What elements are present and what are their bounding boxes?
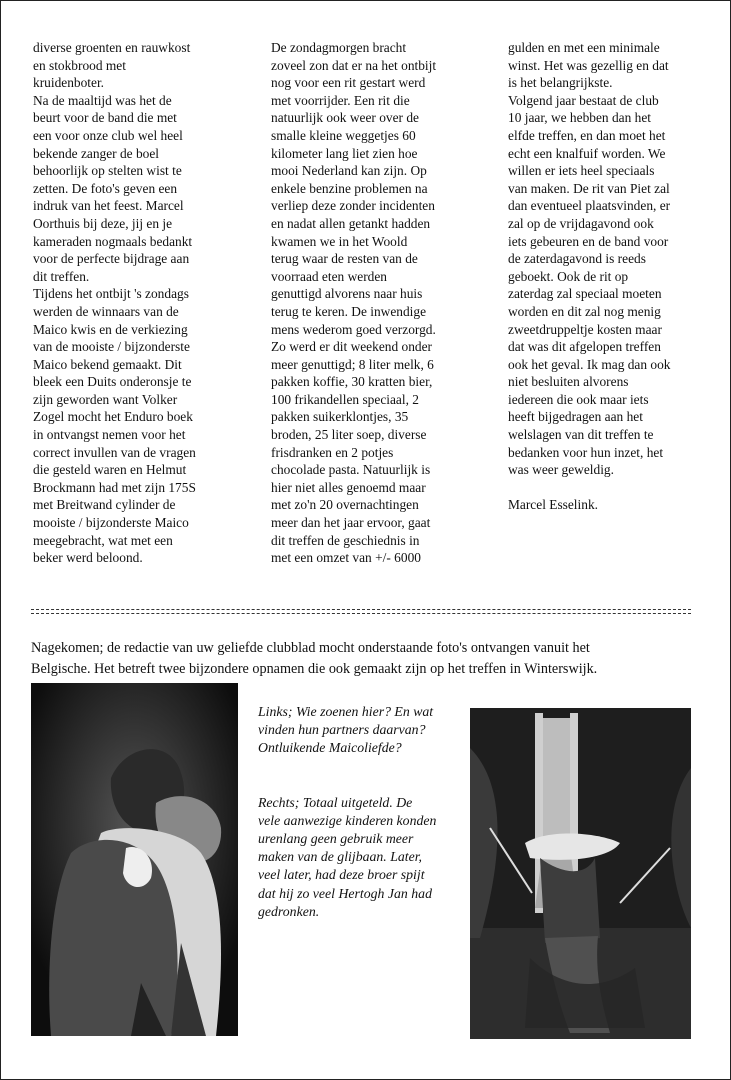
text-line: heeft bijgedragen aan het [508,409,643,425]
text-line: dit treffen. [33,268,90,284]
text-line: kilometer lang liet zien hoe [271,145,418,161]
caption-line: veel later, had deze broer spijt [258,867,425,883]
article-column-1 [33,39,233,567]
text-line: mooi Nederland kan zijn. Op [271,163,427,179]
text-line: voor de perfecte bijdrage aan [33,251,190,267]
text-line: natuurlijk ook weer over de [271,110,419,126]
text-line: terug te keren. De inwendige [271,303,427,319]
text-line: correct invullen van de vragen [33,444,196,460]
text-line: verliep deze zonder incidenten [271,198,435,214]
text-line: voorraad eten werden [271,268,387,284]
text-line: van maken. De rit van Piet zal [508,180,670,196]
text-line: nog voor een rit gestart werd [271,75,426,91]
text-line: diverse groenten en rauwkost [33,40,191,55]
text-line: Zogel mocht het Enduro boek [33,409,193,425]
caption-line: maken van de glijbaan. Later, [258,849,423,865]
text-line: zetten. De foto's geven een [33,180,178,196]
caption-line: Ontluikende Maicoliefde? [258,740,402,756]
intro-line: Belgische. Het betreft twee bijzondere opnamen die ook gemaakt zijn op het treffen in Winterswijk. [31,661,598,677]
text-line: elfde treffen, en dan moet het [508,127,666,143]
text-line: 10 jaar, we hebben dan het [508,110,651,126]
text-line: iedereen die ook maar iets [508,391,649,407]
text-line: bleek een Duits onderonsje te [33,374,192,390]
text-line: kruidenboter. [33,75,105,91]
text-line: de zaterdagavond is reeds [508,251,646,267]
text-line: kameraden nogmaals bedankt [33,233,193,249]
caption-line: gedronken. [258,903,320,919]
text-line: met Breitwand cylinder de [33,497,176,513]
text-line: pakken koffie, 30 kratten bier, [271,374,433,390]
text-line: Volgend jaar bestaat de club [508,92,659,108]
text-line: terug waar de resten van de [271,251,418,267]
dashed-divider [31,613,691,614]
text-line: meer genuttigd; 8 liter melk, 6 [271,356,434,372]
text-line: smalle kleine weggetjes 60 [271,127,416,143]
text-line: zijn geworden want Volker [33,391,178,407]
text-line: De zondagmorgen bracht [271,40,407,55]
text-line: welslagen van dit treffen te [508,427,654,443]
text-line: Maico bekend gemaakt. Dit [33,356,182,372]
text-line: pakken suikerklontjes, 35 [271,409,409,425]
text-line: en stokbrood met [33,57,126,73]
text-line: zal op de vrijdagavond ook [508,215,654,231]
addendum-intro [31,638,597,680]
text-line: gulden en met een minimale [508,40,660,55]
text-line: zweetdruppeltje kosten maar [508,321,662,337]
text-line: en nadat allen getankt hadden [271,215,431,231]
text-line: Zo werd er dit weekend onder [271,339,432,355]
text-line: die gesteld waren en Helmut [33,462,187,478]
text-line: geboekt. Ook de rit op [508,268,629,284]
photo-captions [258,703,436,921]
text-line: 100 frikandellen speciaal, 2 [271,391,419,407]
text-line: kwamen we in het Woold [271,233,408,249]
text-line: meegebracht, wat met een [33,532,173,548]
caption-line: Rechts; Totaal uitgeteld. De [258,794,413,810]
text-line: dit treffen de geschiednis in [271,532,420,548]
dashed-divider [31,609,691,610]
text-line: met zo'n 20 overnachtingen [271,497,419,513]
article-column-2 [271,39,471,567]
text-line: echt een knalfuif worden. We [508,145,666,161]
text-line: niet besluiten alvorens [508,374,629,390]
text-line: worden en dit zal nog menig [508,303,661,319]
text-line: zoveel zon dat er na het ontbijt [271,57,437,73]
article-column-3 [508,39,708,514]
text-line: ook het geval. Ik mag dan ook [508,356,671,372]
text-line: bekende zanger de boel [33,145,160,161]
text-line: enkele benzine problemen na [271,180,428,196]
intro-line: Nagekomen; de redactie van uw geliefde clubblad mocht onderstaande foto's ontvangen vanuit het [31,640,590,656]
caption-line: urenlang geen gebruik meer [258,831,414,847]
text-line: chocolade pasta. Natuurlijk is [271,462,431,478]
text-line: dat was dit afgelopen treffen [508,339,661,355]
text-line: in ontvangst nemen voor het [33,427,186,443]
text-line: winst. Het was gezellig en dat [508,57,669,73]
text-line: werden de winnaars van de [33,303,179,319]
text-line: was weer geweldig. [508,462,614,478]
text-line: beurt voor de band die met [33,110,177,126]
caption-line: dat hij zo veel Hertogh Jan had [258,885,432,901]
text-line: met voorrijder. Een rit die [271,92,410,108]
text-line: frisdranken en 2 potjes [271,444,394,460]
text-line: dan eventueel plaatsvinden, er [508,198,671,214]
text-line: behoorlijk op stelten wist te [33,163,182,179]
text-line: een voor onze club wel heel [33,127,183,143]
text-line: Tijdens het ontbijt 's zondags [33,286,189,302]
text-line: Brockmann had met zijn 175S [33,479,196,495]
text-line: meer dan het jaar ervoor, gaat [271,515,431,531]
text-line: met een omzet van +/- 6000 [271,550,421,566]
text-line: hier niet alles genoemd maar [271,479,426,495]
text-line: zaterdag zal speciaal moeten [508,286,662,302]
text-line: Maico kwis en de verkiezing [33,321,188,337]
text-line: mens wederom goed verzorgd. [271,321,436,337]
text-line: iets gebeuren en de band voor [508,233,669,249]
text-line: mooiste / bijzonderste Maico [33,515,189,531]
caption-line: vinden hun partners daarvan? [258,722,426,738]
text-line: Oorthuis bij deze, jij en je [33,215,173,231]
text-line: beker werd beloond. [33,550,143,566]
text-line: indruk van het feest. Marcel [33,198,184,214]
caption-line: vele aanwezige kinderen konden [258,812,437,828]
text-line: Na de maaltijd was het de [33,92,172,108]
photo-man-on-slide [470,708,691,1039]
text-line: is het belangrijkste. [508,75,613,91]
text-line: genuttigd alvorens naar huis [271,286,423,302]
caption-line: Links; Wie zoenen hier? En wat [258,704,434,719]
text-line: bedanken voor hun inzet, het [508,444,664,460]
author-signature: Marcel Esselink. [508,497,598,513]
text-line: broden, 25 liter soep, diverse [271,427,427,443]
photo-couple-kissing [31,683,238,1036]
text-line: willen er iets heel speciaals [508,163,655,179]
text-line: van de mooiste / bijzonderste [33,339,190,355]
